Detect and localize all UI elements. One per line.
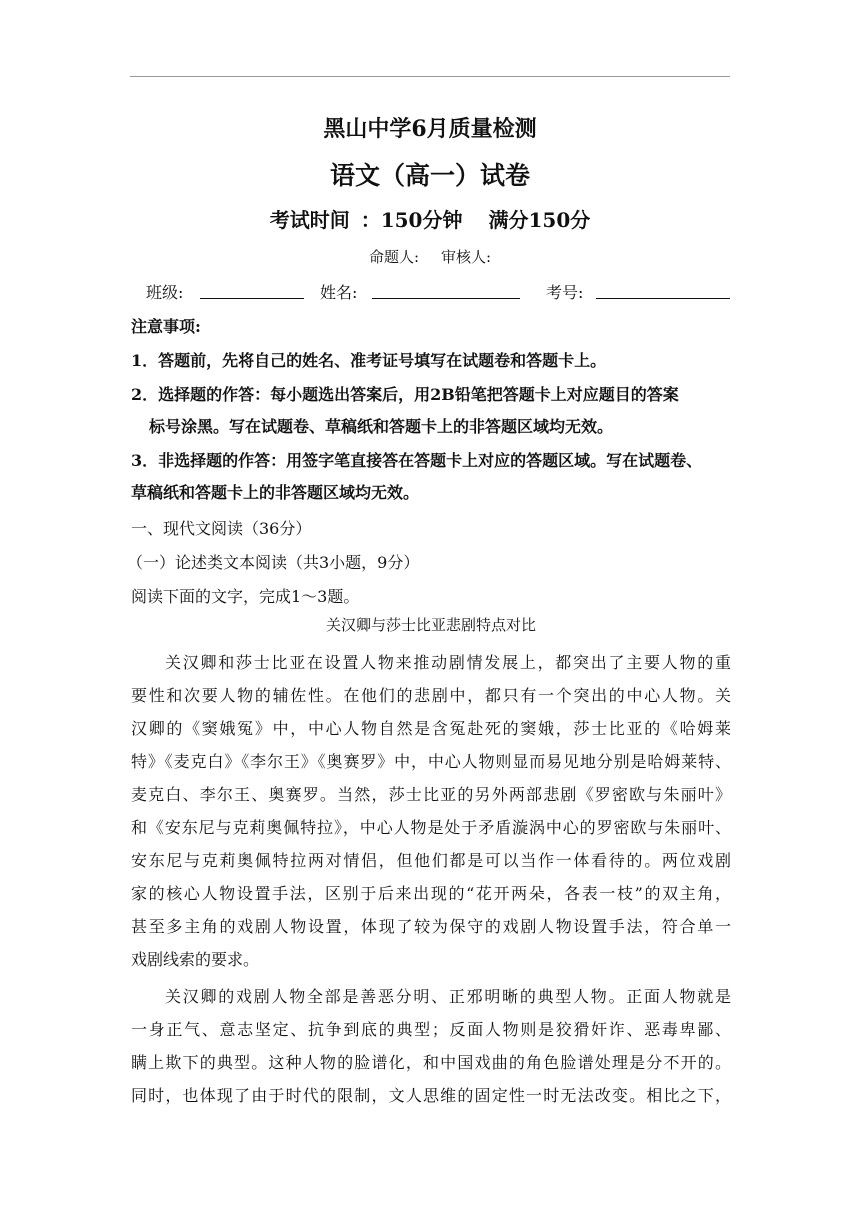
paragraph-line: 戏剧线索的要求。 [131,950,260,969]
paragraph-line: 瞒上欺下的典型。这种人物的脸谱化，和中国戏曲的角色脸谱处理是分不开的。 [131,1053,731,1072]
paragraph-line: 要性和次要人物的辅佐性。在他们的悲剧中，都只有一个突出的中心人物。关 [131,686,731,705]
paragraph-line: 和《安东尼与克莉奥佩特拉》，中心人物是处于矛盾漩涡中心的罗密欧与朱丽叶、 [131,818,731,837]
class-label: 班级: [146,283,184,302]
paragraph-line: 特》《麦克白》《李尔王》《奥赛罗》中，中心人物则显而易见地分别是哈姆莱特、 [131,752,731,771]
notice-item: 2．选择题的作答：每小题选出答案后，用2B铅笔把答题卡上对应题目的答案 [131,385,679,404]
setter-label: 命题人: [368,248,419,266]
paragraph-line: 麦克白、李尔王、奥赛罗。当然，莎士比亚的另外两部悲剧《罗密欧与朱丽叶》 [131,785,731,804]
paragraph-line: 同时，也体现了由于时代的限制，文人思维的固定性一时无法改变。相比之下， [131,1086,731,1105]
setter-line [0,246,860,267]
school-title: 黑山中学6月质量检测 [323,116,537,142]
paragraph-line: 安东尼与克莉奥佩特拉两对情侣，但他们都是可以当作一体看待的。两位戏剧 [131,851,731,870]
notice-item: 草稿纸和答题卡上的非答题区域均无效。 [131,483,420,502]
name-blank[interactable] [372,298,520,299]
paragraph-line: 汉卿的《窦娥冤》中，中心人物自然是含冤赴死的窦娥，莎士比亚的《哈姆莱 [131,719,731,738]
instruction: 阅读下面的文字，完成1～3题。 [131,587,360,606]
reviewer-label: 审核人: [441,248,492,266]
exam-meta [0,204,860,233]
notice-item: 1．答题前，先将自己的姓名、准考证号填写在试题卷和答题卡上。 [131,351,607,370]
paragraph-line: 家的核心人物设置手法，区别于后来出现的“花开两朵，各表一枝”的双主角， [131,884,731,903]
article-title: 关汉卿与莎士比亚悲剧特点对比 [325,616,536,634]
paragraph-line: 关汉卿的戏剧人物全部是善恶分明、正邪明晰的典型人物。正面人物就是 [165,987,731,1006]
subject-title: 语文（高一）试卷 [329,161,530,190]
header-rule [130,76,730,77]
paragraph-line: 甚至多主角的戏剧人物设置，体现了较为保守的戏剧人物设置手法，符合单一 [131,917,731,936]
sub-heading: （一）论述类文本阅读（共3小题，9分） [127,553,420,572]
exam-no-label: 考号: [546,283,584,302]
exam-no-blank[interactable] [596,298,730,299]
full-score: 满分150分 [488,208,591,232]
paragraph-line: 关汉卿和莎士比亚在设置人物来推动剧情发展上，都突出了主要人物的重 [165,653,731,672]
notice-item: 标号涂黑。写在试题卷、草稿纸和答题卡上的非答题区域均无效。 [149,417,614,436]
notice-item: 3．非选择题的作答：用签字笔直接答在答题卡上对应的答题区域。写在试题卷、 [131,451,703,470]
exam-time: 考试时间 ：150分钟 [269,208,463,232]
student-info-row [146,280,736,302]
part-heading: 一、现代文阅读（36分） [131,519,312,538]
name-label: 姓名: [320,283,358,302]
class-blank[interactable] [200,298,304,299]
notice-title: 注意事项: [131,317,201,336]
paragraph-line: 一身正气、意志坚定、抗争到底的典型；反面人物则是狡猾奸诈、恶毒卑鄙、 [131,1020,731,1039]
